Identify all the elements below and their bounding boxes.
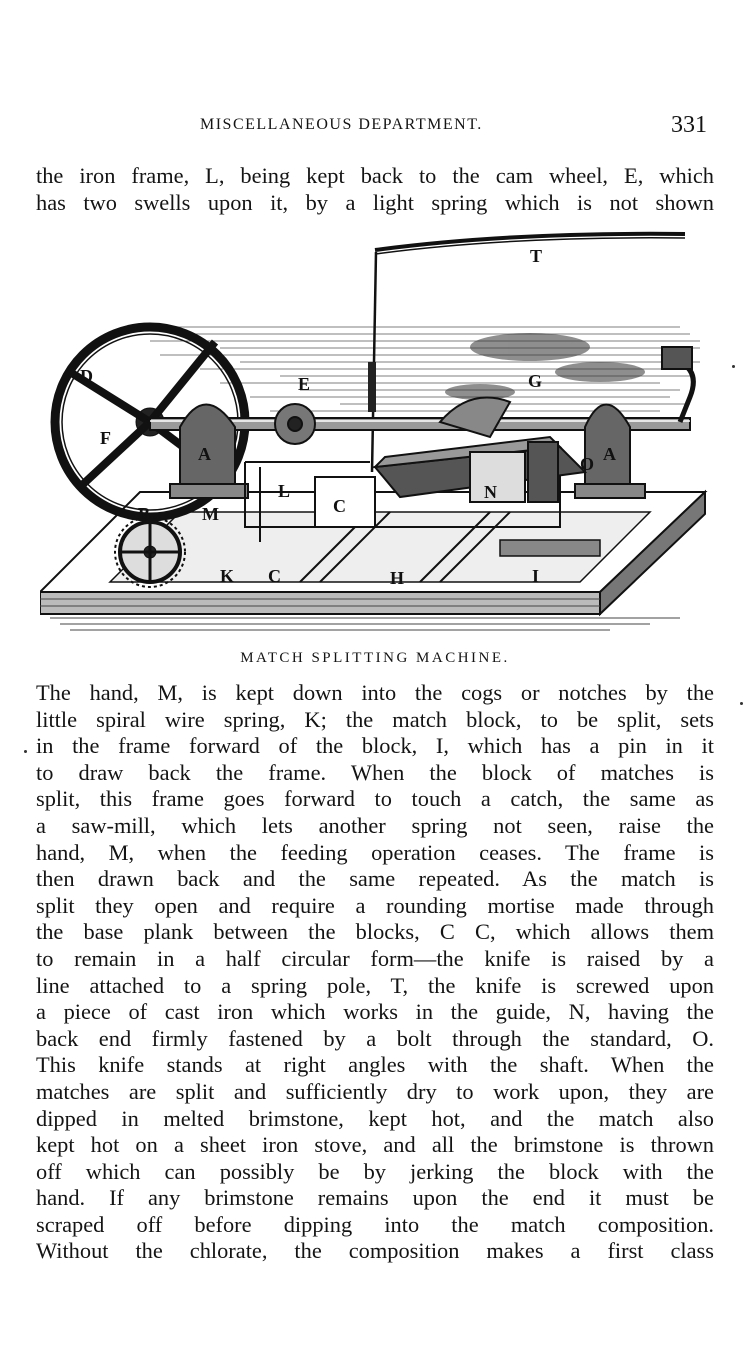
- cam-wheel-e: [275, 404, 315, 444]
- text-line: has two swells upon it, by a light spring which is not shown: [36, 189, 714, 215]
- label-c-lower: C: [268, 566, 281, 586]
- text-line: line attached to a spring pole, T, the knife is screwed upon: [36, 972, 714, 998]
- text-line: in the frame forward of the block, I, which has a pin in it: [36, 733, 714, 759]
- figure-caption: MATCH SPLITTING MACHINE.: [240, 650, 510, 666]
- label-h: H: [390, 568, 405, 588]
- text-line: split they open and require a rounding mortise made through: [36, 892, 714, 918]
- text-line: Without the chlorate, the composition makes a first class: [36, 1238, 714, 1264]
- match-splitting-machine-engraving: [40, 222, 720, 642]
- label-c-upper: C: [333, 496, 346, 516]
- text-line: to remain in a half circular form—the knife is raised by a: [36, 945, 714, 971]
- text-line: to draw back the frame. When the block of matches is: [36, 759, 714, 785]
- text-line: off which can possibly be by jerking the block with the: [36, 1158, 714, 1184]
- text-line: a saw-mill, which lets another spring not seen, raise the: [36, 812, 714, 838]
- knife-carriage: [375, 398, 585, 503]
- margin-speck: [732, 365, 735, 368]
- label-a-right: A: [603, 444, 616, 464]
- crank-handle: [662, 347, 693, 422]
- text-line: the iron frame, L, being kept back to the cam wheel, E, which: [36, 163, 714, 188]
- text-line: scraped off before dipping into the match composition.: [36, 1211, 714, 1237]
- text-line: then drawn back and the same repeated. As the match is: [36, 866, 714, 892]
- margin-speck: [24, 750, 27, 753]
- label-b: B: [138, 504, 151, 524]
- text-line: dipped in melted brimstone, kept hot, and the match also: [36, 1105, 714, 1131]
- text-line: matches are split and sufficiently dry to work upon, they are: [36, 1078, 714, 1104]
- label-k: K: [220, 566, 235, 586]
- text-line: a piece of cast iron which works in the guide, N, having the: [36, 999, 714, 1025]
- text-line: back end firmly fastened by a bolt through the standard, O.: [36, 1025, 714, 1051]
- label-t: T: [530, 246, 543, 266]
- top-paragraph: [36, 163, 714, 216]
- running-title: MISCELLANEOUS DEPARTMENT.: [200, 116, 483, 133]
- margin-speck: [740, 702, 743, 705]
- label-i: I: [532, 566, 540, 586]
- text-line: hand, M, when the feeding operation ceases. The frame is: [36, 839, 714, 865]
- text-line: This knife stands at right angles with the shaft. When the: [36, 1052, 714, 1078]
- label-n: N: [484, 482, 497, 502]
- text-line: hand. If any brimstone remains upon the end it must be: [36, 1185, 714, 1211]
- text-line: The hand, M, is kept down into the cogs or notches by the: [36, 680, 714, 705]
- label-d: D: [80, 366, 93, 386]
- page-number: 331: [671, 112, 707, 138]
- text-line: kept hot on a sheet iron stove, and all the brimstone is thrown: [36, 1132, 714, 1158]
- text-line: little spiral wire spring, K; the match block, to be split, sets: [36, 706, 714, 732]
- label-e: E: [298, 374, 311, 394]
- text-line: the base plank between the blocks, C C, which allows them: [36, 919, 714, 945]
- label-m: M: [202, 504, 219, 524]
- label-o: O: [580, 454, 595, 474]
- running-head: [0, 112, 750, 142]
- label-f: F: [100, 428, 111, 448]
- body-paragraph: [36, 680, 714, 1265]
- label-a-left: A: [198, 444, 211, 464]
- label-l: L: [278, 481, 291, 501]
- text-line: split, this frame goes forward to touch a catch, the same as: [36, 786, 714, 812]
- label-g: G: [528, 371, 543, 391]
